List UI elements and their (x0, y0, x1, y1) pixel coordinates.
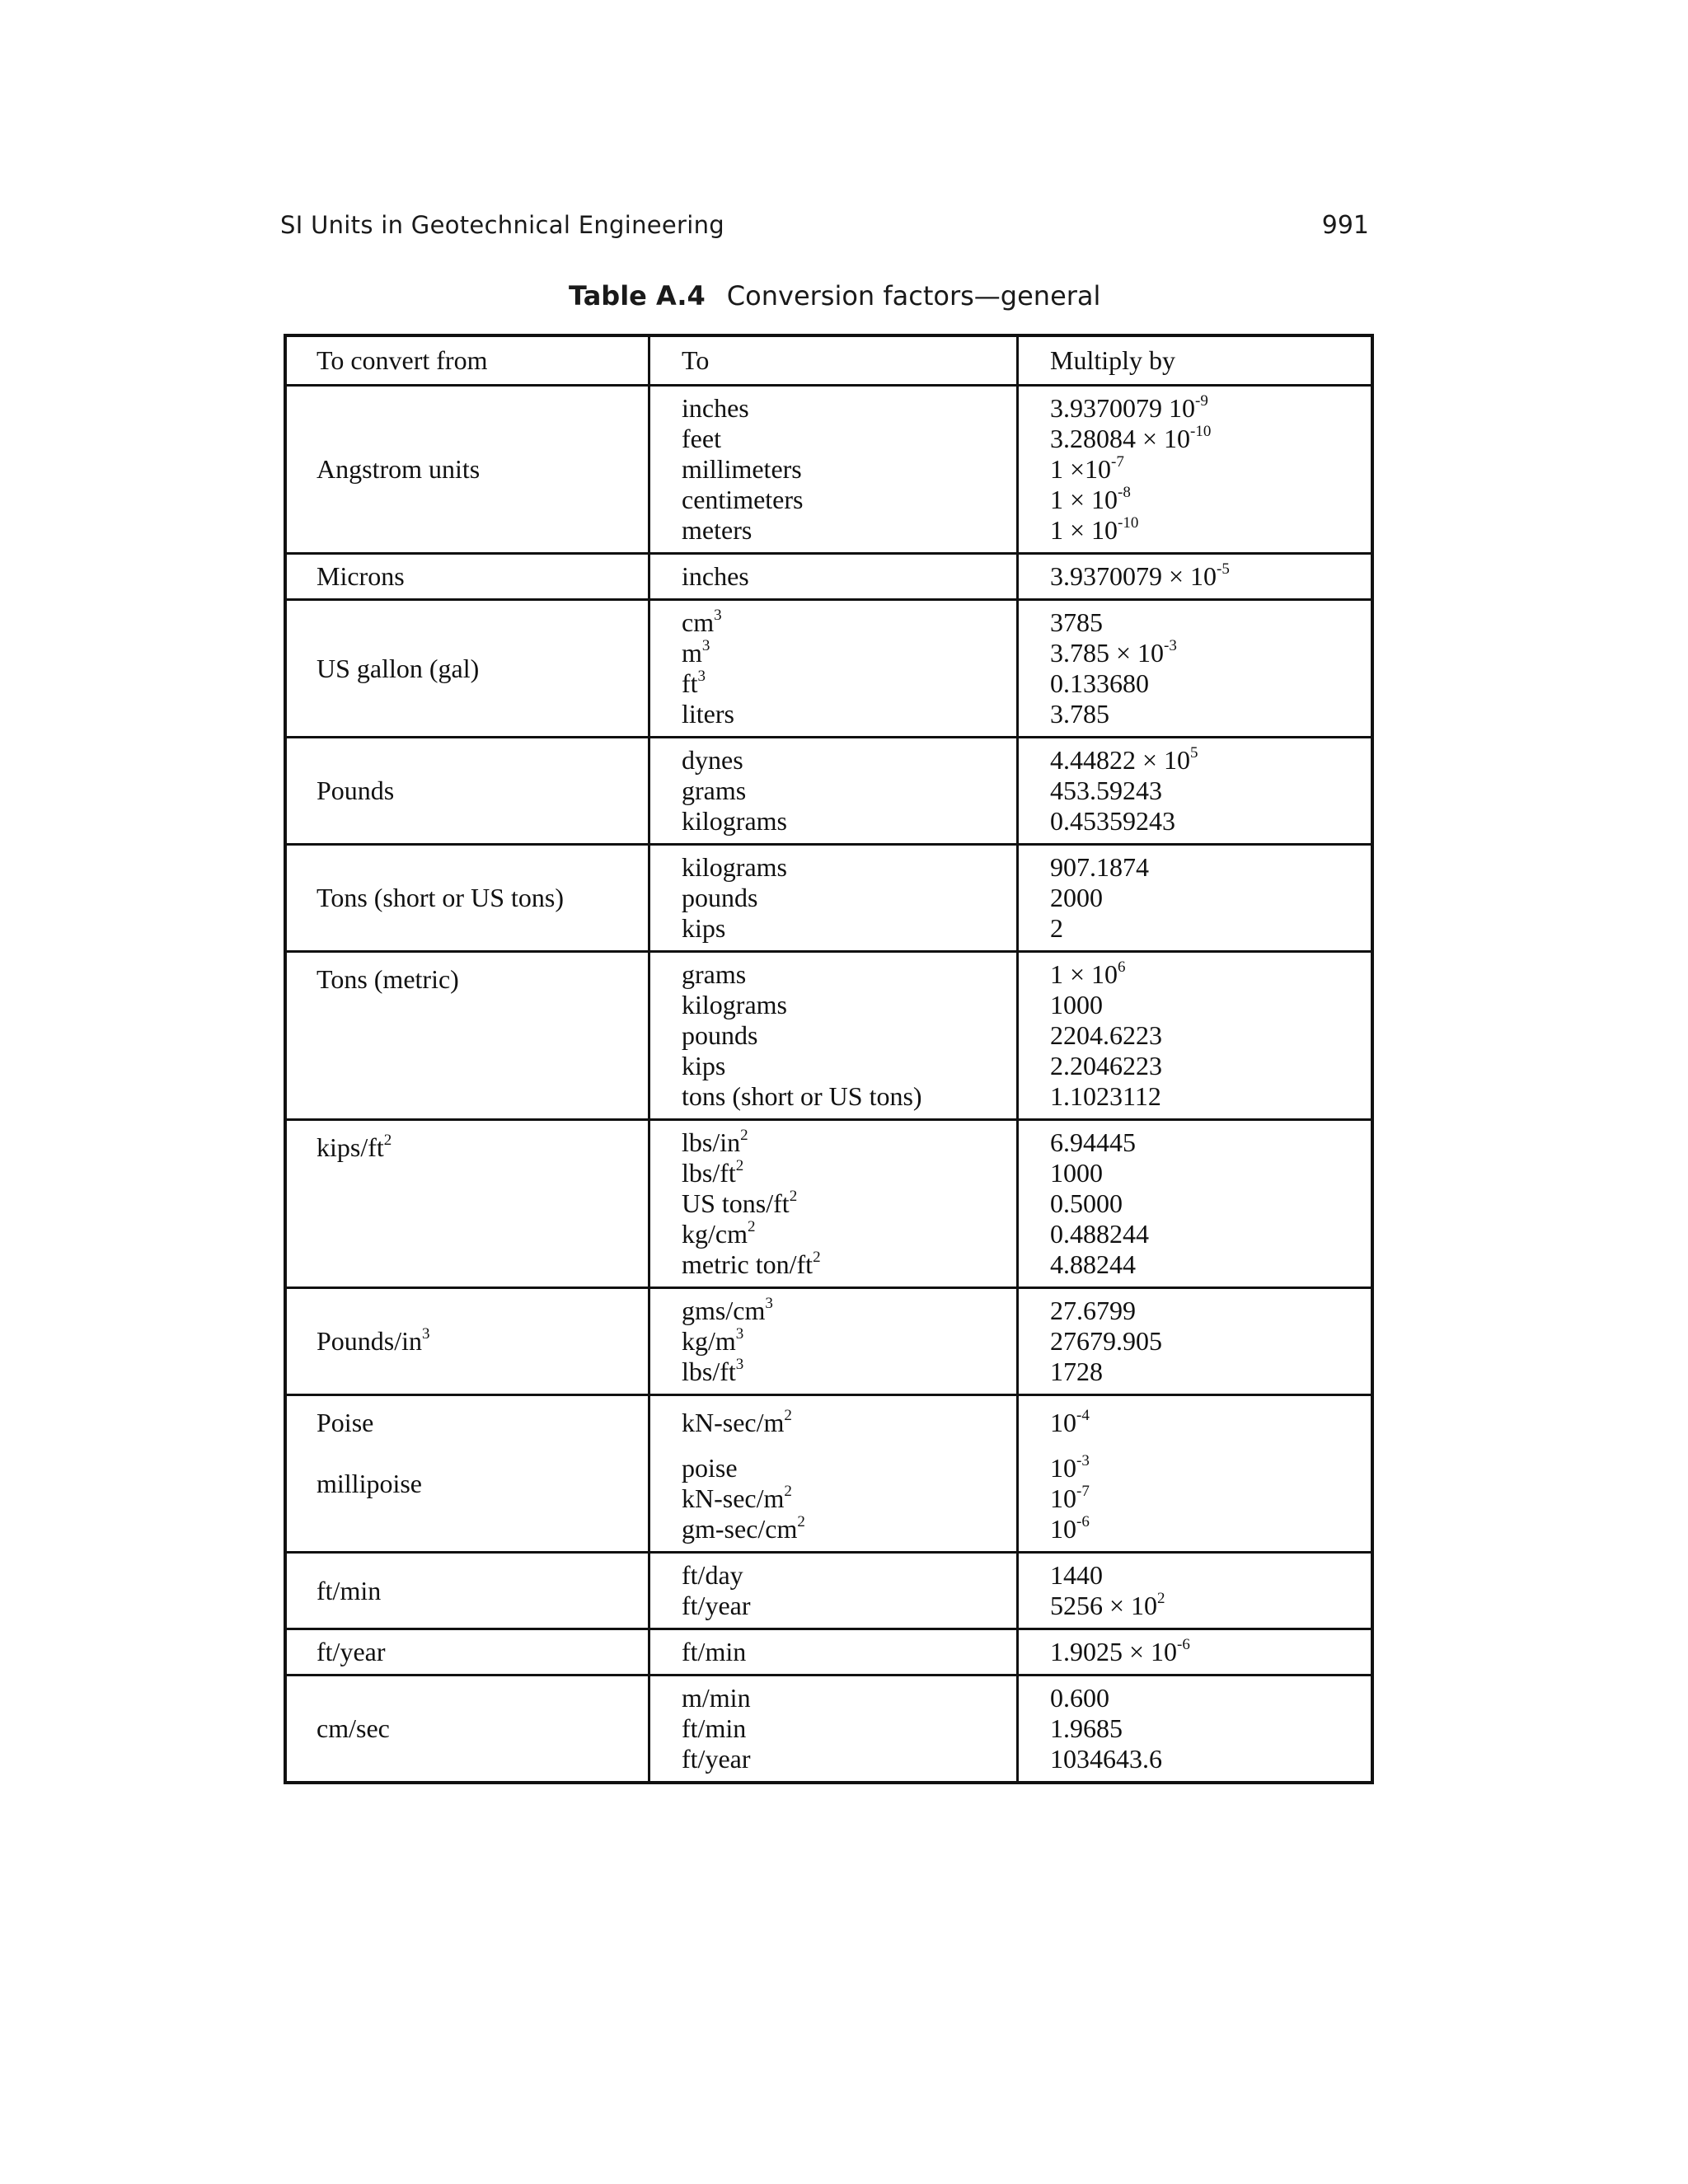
cell-multiply-by (1018, 1395, 1373, 1553)
exponent: -8 (1118, 484, 1131, 501)
to-unit: $kN-\sec/m^2$ (682, 1407, 792, 1437)
conversion-table (284, 334, 1374, 1784)
factor-value: $10^{-4}$ (1050, 1407, 1090, 1437)
table-row (285, 1629, 1372, 1675)
from-unit: ft/year (316, 1637, 386, 1666)
cell-to-units (649, 1395, 1018, 1553)
to-unit: lbs/$ft^2$ (682, 1157, 744, 1188)
exponent: 2 (789, 1188, 798, 1205)
table-row (285, 1288, 1372, 1395)
exponent: 2 (735, 1157, 744, 1174)
exponent: 3 (765, 1295, 773, 1312)
exponent: 2 (813, 1249, 821, 1266)
factor-value: 453.59243 (1050, 776, 1162, 805)
exponent: -10 (1190, 423, 1212, 440)
column-header-from: To convert from (285, 335, 649, 386)
exponent: -7 (1111, 453, 1124, 471)
factor-value: $1 \times 10^{-10}$ (1050, 514, 1139, 545)
from-unit: Pounds/$in^3$ (316, 1325, 430, 1356)
to-unit: metric ton/$ft^2$ (682, 1249, 821, 1279)
to-unit: pounds (682, 1020, 758, 1050)
factor-value: 1728 (1050, 1357, 1103, 1386)
cell-convert-from (285, 845, 649, 952)
to-unit: poise (682, 1453, 738, 1483)
factor-value: 0.5000 (1050, 1188, 1123, 1218)
exponent: -4 (1076, 1407, 1090, 1424)
table-row (285, 738, 1372, 845)
cell-multiply-by (1018, 1553, 1373, 1629)
cell-multiply-by (1018, 554, 1373, 600)
table-caption-label: Table A.4 (569, 280, 706, 312)
cell-convert-from (285, 1629, 649, 1675)
table-row (285, 554, 1372, 600)
to-unit: ft/min (682, 1713, 747, 1743)
factor-value: $1 \times 10^{-7}$ (1050, 453, 1124, 484)
from-unit: kips/$ft^2$ (316, 1132, 392, 1162)
cell-convert-from (285, 1395, 649, 1553)
exponent: -6 (1177, 1636, 1190, 1653)
cell-to-units (649, 1675, 1018, 1783)
factor-value: $10^{-7}$ (1050, 1483, 1090, 1513)
column-header-to: To (649, 335, 1018, 386)
to-unit: centimeters (682, 485, 804, 514)
page-number: 991 (1321, 211, 1369, 240)
cell-multiply-by (1018, 1629, 1373, 1675)
cell-multiply-by (1018, 845, 1373, 952)
to-unit: ft/year (682, 1744, 751, 1774)
exponent: 3 (735, 1325, 744, 1343)
to-unit: pounds (682, 883, 758, 912)
to-unit: lbs/$ft^3$ (682, 1356, 744, 1386)
cell-convert-from (285, 1553, 649, 1629)
exponent: 3 (422, 1325, 430, 1343)
factor-value: 2000 (1050, 883, 1103, 912)
exponent: -3 (1164, 637, 1177, 654)
cell-convert-from (285, 386, 649, 554)
exponent: 3 (714, 607, 722, 624)
cell-multiply-by (1018, 952, 1373, 1120)
cell-to-units (649, 1629, 1018, 1675)
exponent: -5 (1217, 560, 1230, 578)
cell-convert-from (285, 600, 649, 738)
to-unit: inches (682, 561, 749, 591)
running-head: SI Units in Geotechnical Engineering (280, 211, 725, 239)
factor-value: 1440 (1050, 1560, 1103, 1590)
table-row (285, 1553, 1372, 1629)
cell-multiply-by (1018, 386, 1373, 554)
exponent: 2 (747, 1218, 756, 1235)
cell-to-units (649, 554, 1018, 600)
to-unit: kilograms (682, 806, 787, 836)
cell-multiply-by (1018, 1675, 1373, 1783)
from-unit: US gallon (gal) (316, 653, 480, 683)
exponent: -10 (1118, 514, 1139, 532)
exponent: 2 (784, 1483, 792, 1500)
column-header-factor: Multiply by (1018, 335, 1373, 386)
to-unit: $kg/m^3$ (682, 1325, 744, 1356)
to-unit: liters (682, 699, 734, 729)
exponent: 2 (383, 1132, 392, 1149)
to-unit: ft/day (682, 1560, 743, 1590)
exponent: -9 (1195, 392, 1208, 410)
from-unit: millipoise (316, 1469, 422, 1498)
cell-to-units (649, 952, 1018, 1120)
spacer (682, 1438, 1016, 1453)
to-unit: $gm-\sec/cm^2$ (682, 1513, 805, 1544)
to-unit: m/min (682, 1683, 751, 1713)
exponent: 6 (1118, 958, 1126, 976)
cell-multiply-by (1018, 600, 1373, 738)
from-unit: Poise (316, 1408, 374, 1437)
to-unit: gms/$cm^3$ (682, 1295, 773, 1325)
exponent: -6 (1076, 1513, 1090, 1530)
factor-value: $3.785 \times 10^{-3}$ (1050, 637, 1177, 668)
from-unit: Pounds (316, 776, 395, 805)
factor-value: $10^{-6}$ (1050, 1513, 1090, 1544)
factor-value: 27.6799 (1050, 1296, 1136, 1325)
to-unit: $kg/cm^2$ (682, 1218, 756, 1249)
factor-value: 6.94445 (1050, 1127, 1136, 1157)
factor-value: $4.44822 \times 10^5$ (1050, 744, 1198, 775)
table-caption-title: Conversion factors—general (726, 280, 1101, 312)
table-row (285, 952, 1372, 1120)
table-row (285, 386, 1372, 554)
to-unit: tons (short or US tons) (682, 1081, 922, 1111)
cell-to-units (649, 738, 1018, 845)
from-unit: cm/sec (316, 1713, 390, 1743)
factor-value: 2.2046223 (1050, 1051, 1162, 1080)
to-unit: inches (682, 393, 749, 423)
exponent: 2 (797, 1513, 805, 1530)
cell-to-units (649, 1120, 1018, 1288)
cell-to-units (649, 1553, 1018, 1629)
to-unit: meters (682, 515, 753, 545)
to-unit: feet (682, 424, 721, 453)
from-unit: Tons (short or US tons) (316, 883, 564, 912)
cell-convert-from (285, 554, 649, 600)
to-unit: ft/year (682, 1591, 751, 1620)
table-header-row (285, 335, 1372, 386)
from-unit: ft/min (316, 1575, 382, 1605)
spacer (1050, 1438, 1371, 1453)
factor-value: 1.1023112 (1050, 1081, 1161, 1111)
to-unit: dynes (682, 745, 743, 775)
cell-to-units (649, 845, 1018, 952)
from-unit: Tons (metric) (316, 964, 459, 994)
to-unit: $cm^3$ (682, 607, 722, 637)
cell-to-units (649, 386, 1018, 554)
to-unit: lbs/$in^2$ (682, 1127, 748, 1157)
table-row (285, 845, 1372, 952)
to-unit: grams (682, 776, 747, 805)
factor-value: 3.9370079 $10^{-9}$ (1050, 392, 1208, 423)
factor-value: 27679.905 (1050, 1326, 1162, 1356)
cell-convert-from (285, 952, 649, 1120)
factor-value: 1.9685 (1050, 1713, 1123, 1743)
factor-value: 3785 (1050, 607, 1103, 637)
factor-value: $1 \times 10^6$ (1050, 958, 1126, 989)
exponent: -7 (1076, 1483, 1090, 1500)
table-row (285, 1120, 1372, 1288)
to-unit: $ft^3$ (682, 668, 706, 698)
factor-value: 0.45359243 (1050, 806, 1175, 836)
table-row (285, 1395, 1372, 1553)
factor-value: $1 \times 10^{-8}$ (1050, 484, 1131, 514)
cell-multiply-by (1018, 1120, 1373, 1288)
factor-value: 907.1874 (1050, 852, 1149, 882)
from-unit: Microns (316, 561, 405, 591)
to-unit: kilograms (682, 990, 787, 1019)
factor-value: 2 (1050, 913, 1063, 943)
exponent: 2 (784, 1407, 792, 1424)
factor-value: $3.9370079 \times 10^{-5}$ (1050, 560, 1230, 591)
exponent: 3 (697, 668, 706, 685)
to-unit: US tons/$ft^2$ (682, 1188, 798, 1218)
table-row (285, 1675, 1372, 1783)
factor-value: 2204.6223 (1050, 1020, 1162, 1050)
factor-value: $1.9025 \times 10^{-6}$ (1050, 1636, 1190, 1666)
exponent: 2 (1157, 1590, 1165, 1607)
factor-value: 1000 (1050, 990, 1103, 1019)
factor-value: 0.133680 (1050, 668, 1149, 698)
cell-convert-from (285, 1288, 649, 1395)
factor-value: $3.28084 \times 10^{-10}$ (1050, 423, 1212, 453)
factor-value: 0.488244 (1050, 1219, 1149, 1249)
spacer (316, 1438, 648, 1469)
factor-value: $5256 \times 10^2$ (1050, 1590, 1165, 1620)
to-unit: kips (682, 1051, 726, 1080)
cell-convert-from (285, 1120, 649, 1288)
exponent: 2 (740, 1127, 748, 1144)
factor-value: 0.600 (1050, 1683, 1109, 1713)
exponent: 5 (1190, 744, 1198, 762)
to-unit: kilograms (682, 852, 787, 882)
exponent: -3 (1076, 1452, 1090, 1469)
cell-convert-from (285, 738, 649, 845)
cell-multiply-by (1018, 1288, 1373, 1395)
to-unit: $m^3$ (682, 637, 710, 668)
table-row (285, 600, 1372, 738)
cell-multiply-by (1018, 738, 1373, 845)
cell-convert-from (285, 1675, 649, 1783)
factor-value: 4.88244 (1050, 1249, 1136, 1279)
factor-value: $10^{-3}$ (1050, 1452, 1090, 1483)
table-caption (569, 280, 1100, 312)
to-unit: ft/min (682, 1637, 747, 1666)
factor-value: 1000 (1050, 1158, 1103, 1188)
from-unit: Angstrom units (316, 454, 481, 484)
exponent: 3 (701, 637, 710, 654)
factor-value: 3.785 (1050, 699, 1109, 729)
to-unit: kips (682, 913, 726, 943)
factor-value: 1034643.6 (1050, 1744, 1162, 1774)
to-unit: $kN-\sec/m^2$ (682, 1483, 792, 1513)
exponent: 3 (735, 1356, 744, 1373)
to-unit: grams (682, 959, 747, 989)
to-unit: millimeters (682, 454, 802, 484)
cell-to-units (649, 1288, 1018, 1395)
cell-to-units (649, 600, 1018, 738)
